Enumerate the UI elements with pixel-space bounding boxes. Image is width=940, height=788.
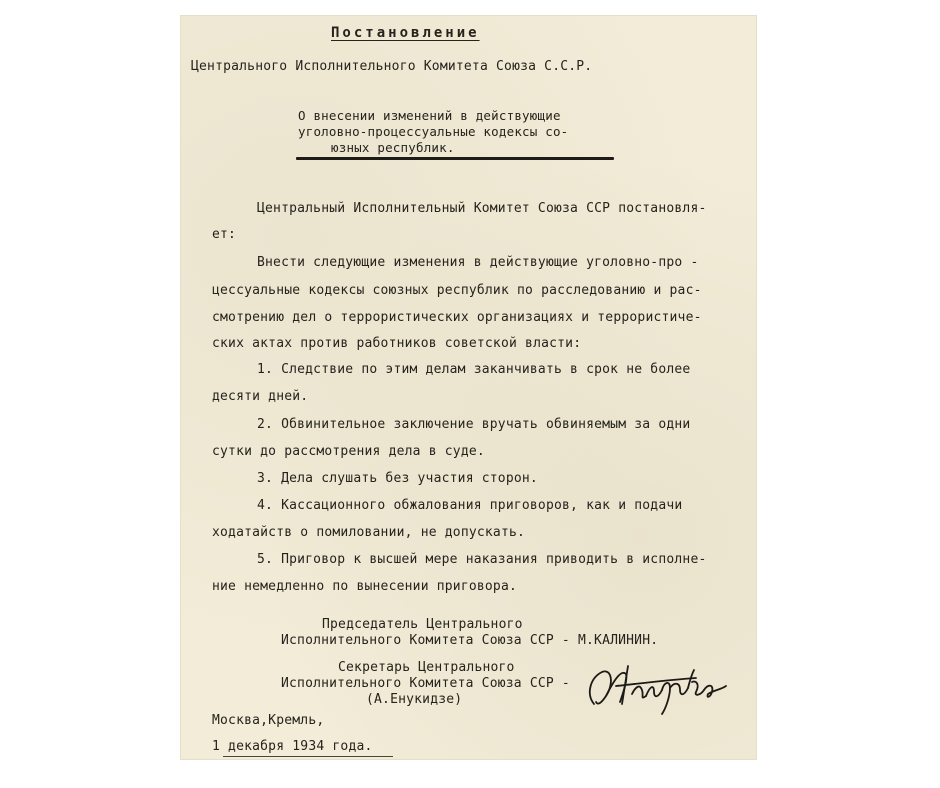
document-page: [181, 16, 756, 759]
issuer-line: Центрального Исполнительного Комитета Союза С.С.Р.: [191, 59, 593, 74]
chairman-line-1: Председатель Центрального: [322, 617, 523, 632]
secretary-name: (А.Енукидзе): [366, 692, 463, 707]
item-1-line-1: 1. Следствие по этим делам заканчивать в срок не более: [257, 362, 691, 377]
subject-line-1: О внесении изменений в действующие: [298, 108, 561, 123]
body-line-1: Внести следующие изменения в действующие уголовно-про -: [257, 255, 699, 270]
chairman-line-2: Исполнительного Комитета Союза ССР - М.КАЛИНИН.: [281, 633, 659, 648]
preamble-line-1: Центральный Исполнительный Комитет Союза ССР постановля-: [257, 201, 707, 216]
secretary-line-2: Исполнительного Комитета Союза ССР -: [281, 676, 570, 691]
item-2-line-2: сутки до рассмотрения дела в суде.: [212, 444, 485, 459]
subject-underline: [296, 157, 614, 160]
item-2-line-1: 2. Обвинительное заключение вручать обвиняемым за одни: [257, 417, 691, 432]
item-4-line-2: ходатайств о помиловании, не допускать.: [212, 525, 526, 540]
item-5-line-2: ние немедленно по вынесении приговора.: [212, 579, 518, 594]
item-5-line-1: 5. Приговор к высшей мере наказания приводить в исполне-: [257, 552, 707, 567]
item-1-line-2: десяти дней.: [212, 389, 309, 404]
secretary-line-1: Секретарь Центрального: [338, 660, 515, 675]
subject-line-2: уголовно-процессуальные кодексы со-: [298, 124, 569, 139]
document-title: Постановление: [331, 25, 480, 41]
preamble-line-2: ет:: [212, 227, 237, 242]
item-4-line-1: 4. Кассационного обжалования приговоров, как и подачи: [257, 498, 683, 513]
date-underline: [223, 756, 393, 757]
body-line-3: смотрению дел о террористических организациях и террористиче-: [212, 310, 702, 325]
subject-line-3: юзных республик.: [331, 140, 455, 155]
signature-image: [576, 656, 736, 716]
item-3-line-1: 3. Дела слушать без участия сторон.: [257, 471, 538, 486]
body-line-4: ских актах против работников советской власти:: [212, 336, 582, 351]
body-line-2: цессуальные кодексы союзных республик по расследованию и рас-: [212, 283, 702, 298]
date-line: 1 декабря 1934 года.: [212, 739, 373, 754]
place-line: Москва,Кремль,: [212, 713, 325, 728]
